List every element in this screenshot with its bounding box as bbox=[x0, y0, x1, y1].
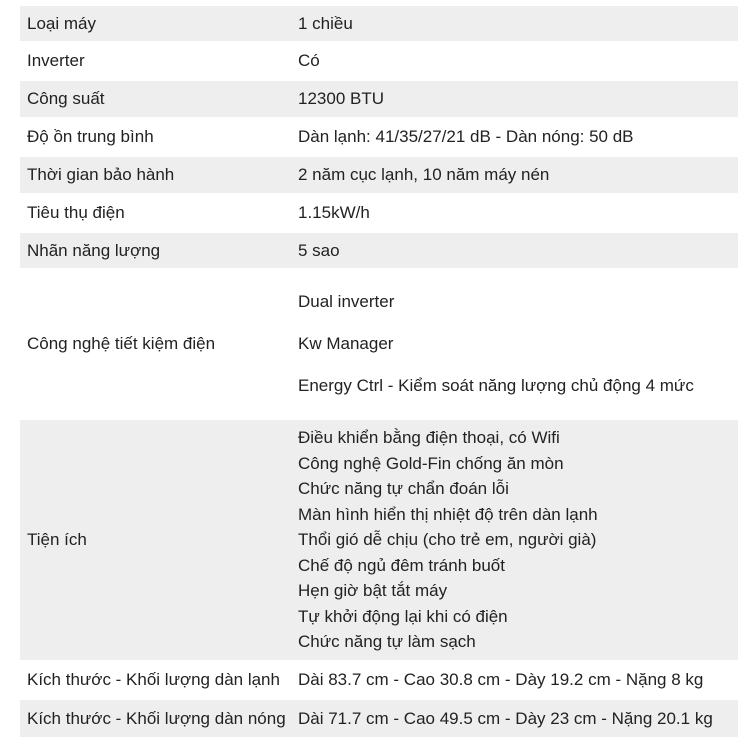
spec-value-text: Hẹn giờ bật tắt máy bbox=[298, 581, 448, 601]
spec-value-text: Chức năng tự chẩn đoán lỗi bbox=[298, 479, 509, 499]
spec-value bbox=[298, 119, 738, 155]
spec-label: Loại máy bbox=[27, 13, 96, 33]
spec-value bbox=[298, 6, 738, 41]
spec-value-text: Dàn lạnh: 41/35/27/21 dB - Dàn nóng: 50 dB bbox=[298, 127, 634, 146]
spec-value bbox=[298, 233, 738, 268]
spec-value-text: Chức năng tự làm sạch bbox=[298, 632, 476, 652]
spec-row-tieu-thu bbox=[20, 195, 738, 233]
spec-value-text: 1 chiều bbox=[298, 13, 353, 33]
spec-value-text: 1.15kW/h bbox=[298, 203, 370, 222]
spec-row-cong-suat bbox=[20, 81, 738, 119]
spec-value-text: 12300 BTU bbox=[298, 89, 384, 108]
spec-value-text: Chế độ ngủ đêm tránh buốt bbox=[298, 555, 505, 575]
spec-label: Kích thước - Khối lượng dàn lạnh bbox=[27, 670, 280, 689]
spec-value bbox=[298, 662, 738, 698]
spec-row-cong-nghe bbox=[20, 270, 738, 420]
spec-value-text: Có bbox=[298, 51, 320, 70]
spec-value bbox=[298, 270, 738, 418]
spec-value bbox=[298, 420, 738, 660]
spec-value-text: Kw Manager bbox=[298, 334, 394, 353]
spec-label: Thời gian bảo hành bbox=[27, 165, 175, 184]
spec-table bbox=[20, 6, 738, 739]
spec-value bbox=[298, 195, 738, 231]
spec-value bbox=[298, 157, 738, 193]
spec-value-text: 2 năm cục lạnh, 10 năm máy nén bbox=[298, 165, 550, 184]
spec-value bbox=[298, 81, 738, 117]
spec-value-text: Thổi gió dễ chịu (cho trẻ em, người già) bbox=[298, 530, 597, 550]
spec-value-text: Điều khiển bằng điện thoại, có Wifi bbox=[298, 428, 560, 448]
spec-row-bao-hanh bbox=[20, 157, 738, 195]
spec-value-text: Dual inverter bbox=[298, 292, 395, 311]
spec-label: Công suất bbox=[27, 89, 105, 108]
spec-value-text: Công nghệ Gold-Fin chống ăn mòn bbox=[298, 453, 564, 473]
spec-label: Tiêu thụ điện bbox=[27, 203, 125, 222]
spec-label: Kích thước - Khối lượng dàn nóng bbox=[27, 708, 286, 728]
spec-value-text: Tự khởi động lại khi có điện bbox=[298, 606, 508, 626]
spec-row-kich-thuoc-nong bbox=[20, 700, 738, 739]
spec-value-text: 5 sao bbox=[298, 240, 340, 260]
spec-value bbox=[298, 43, 738, 79]
spec-label: Tiện ích bbox=[27, 530, 87, 549]
spec-value bbox=[298, 700, 738, 737]
spec-row-inverter bbox=[20, 43, 738, 81]
spec-row-do-on bbox=[20, 119, 738, 157]
spec-label: Inverter bbox=[27, 51, 85, 70]
spec-row-kich-thuoc-lanh bbox=[20, 662, 738, 700]
spec-row-loai-may bbox=[20, 6, 738, 43]
spec-row-nhan-nang-luong bbox=[20, 233, 738, 270]
spec-value-text: Dài 71.7 cm - Cao 49.5 cm - Dày 23 cm - Nặng 20.1 kg bbox=[298, 708, 713, 728]
spec-value-text: Màn hình hiển thị nhiệt độ trên dàn lạnh bbox=[298, 504, 598, 524]
spec-label: Độ ồn trung bình bbox=[27, 127, 154, 146]
spec-value-text: Energy Ctrl - Kiểm soát năng lượng chủ động 4 mức bbox=[298, 376, 694, 395]
spec-value-text: Dài 83.7 cm - Cao 30.8 cm - Dày 19.2 cm - Nặng 8 kg bbox=[298, 670, 704, 689]
spec-label: Nhãn năng lượng bbox=[27, 240, 161, 260]
spec-row-tien-ich bbox=[20, 420, 738, 662]
spec-label: Công nghệ tiết kiệm điện bbox=[27, 334, 216, 353]
